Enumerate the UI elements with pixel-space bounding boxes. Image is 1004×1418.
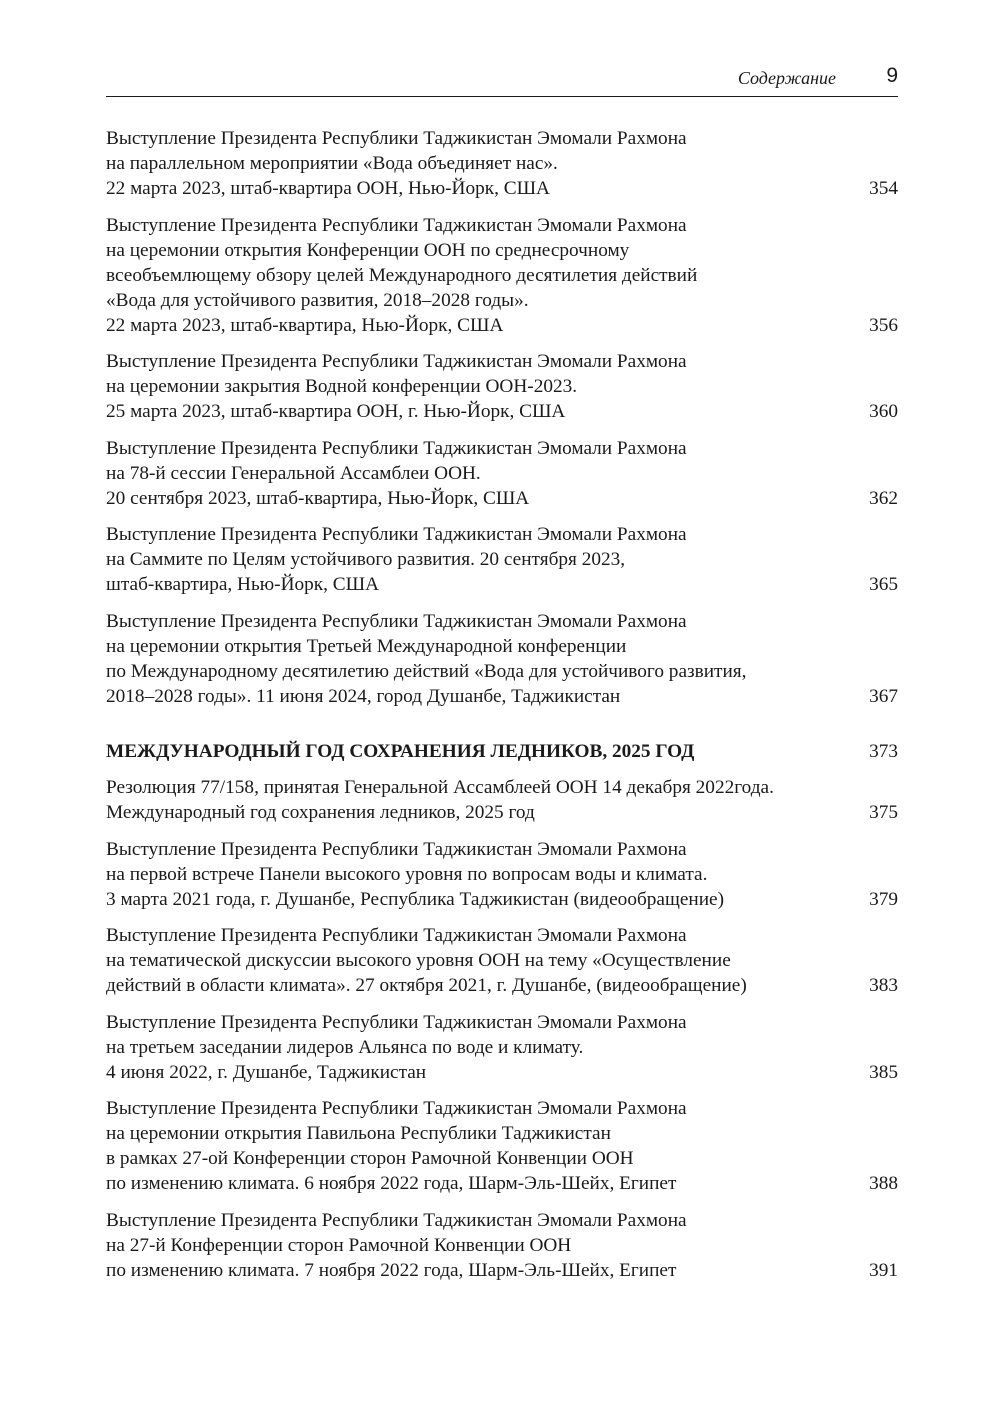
entry-line: на третьем заседании лидеров Альянса по воде и климату.	[106, 1036, 584, 1058]
toc-entry[interactable]	[106, 609, 898, 709]
entry-line: 22 марта 2023, штаб-квартира, Нью-Йорк, США	[106, 314, 504, 336]
entry-line: на церемонии открытия Павильона Республики Таджикистан	[106, 1123, 611, 1144]
toc-entry[interactable]	[106, 436, 898, 511]
entry-line: Выступление Президента Республики Таджикистан Эмомали Рахмона	[106, 437, 687, 459]
entry-line: на церемонии закрытия Водной конференции ООН-2023.	[106, 376, 578, 397]
entry-line: Выступление Президента Республики Таджикистан Эмомали Рахмона	[106, 610, 687, 632]
entry-line: Выступление Президента Республики Таджикистан Эмомали Рахмона	[106, 1098, 687, 1119]
entry-line: на 27-й Конференции сторон Рамочной Конвенции ООН	[106, 1234, 572, 1256]
toc-entry[interactable]	[106, 837, 898, 912]
toc-entry[interactable]	[106, 349, 898, 424]
entry-line: на церемонии открытия Конференции ООН по среднесрочному	[106, 239, 630, 261]
entry-line: по изменению климата. 7 ноября 2022 года, Шарм-Эль-Шейх, Египет	[106, 1259, 677, 1281]
entry-page-number: 391	[869, 1259, 898, 1281]
entry-page-number: 379	[869, 888, 898, 910]
entry-page-number: 367	[869, 685, 898, 707]
entry-page-number: 388	[869, 1173, 898, 1194]
entry-line: штаб-квартира, Нью-Йорк, США	[106, 574, 380, 595]
entry-page-number: 365	[869, 574, 898, 595]
entry-line: 2018–2028 годы». 11 июня 2024, город Душанбе, Таджикистан	[106, 685, 621, 707]
entry-line: на первой встрече Панели высокого уровня по вопросам воды и климата.	[106, 863, 708, 885]
entry-line: на Саммите по Целям устойчивого развития. 20 сентября 2023,	[106, 549, 626, 570]
entry-line: на тематической дискуссии высокого уровня ООН на тему «Осуществление	[106, 950, 731, 971]
entry-line: по изменению климата. 6 ноября 2022 года, Шарм-Эль-Шейх, Египет	[106, 1173, 677, 1194]
entry-page-number: 375	[869, 802, 898, 823]
entry-line: Выступление Президента Республики Таджикистан Эмомали Рахмона	[106, 351, 687, 372]
entry-line: на церемонии открытия Третьей Международной конференции	[106, 635, 627, 657]
toc-entry[interactable]	[106, 923, 898, 998]
entry-line: Выступление Президента Республики Таджикистан Эмомали Рахмона	[106, 524, 687, 545]
entry-line: 4 июня 2022, г. Душанбе, Таджикистан	[106, 1061, 427, 1083]
section-heading[interactable]	[106, 739, 898, 764]
header-page-number: 9	[886, 64, 898, 87]
toc-entry[interactable]	[106, 126, 898, 201]
entry-line: всеобъемлющему обзору целей Международного десятилетия действий	[106, 264, 698, 286]
entry-line: Выступление Президента Республики Таджикистан Эмомали Рахмона	[106, 925, 687, 946]
entry-line: Выступление Президента Республики Таджикистан Эмомали Рахмона	[106, 214, 687, 236]
toc-entry[interactable]	[106, 1096, 898, 1196]
entry-line: на параллельном мероприятии «Вода объединяет нас».	[106, 153, 558, 174]
entry-line: в рамках 27-ой Конференции сторон Рамочной Конвенции ООН	[106, 1148, 634, 1169]
toc-entry[interactable]	[106, 1208, 898, 1283]
entry-line: действий в области климата». 27 октября 2021, г. Душанбе, (видеообращение)	[106, 975, 747, 996]
entry-line: Резолюция 77/158, принятая Генеральной Ассамблеей ООН 14 декабря 2022года.	[106, 777, 774, 798]
entry-line: 3 марта 2021 года, г. Душанбе, Республика Таджикистан (видеообращение)	[106, 888, 724, 910]
entry-page-number: 354	[869, 178, 898, 199]
entry-line: Выступление Президента Республики Таджикистан Эмомали Рахмона	[106, 1209, 687, 1231]
entry-page-number: 356	[869, 314, 898, 336]
toc-entry[interactable]	[106, 213, 898, 338]
toc-entry[interactable]	[106, 1010, 898, 1085]
entry-page-number: 385	[869, 1061, 898, 1083]
entry-line: по Международному десятилетию действий «Вода для устойчивого развития,	[106, 660, 747, 682]
entry-line: 20 сентября 2023, штаб-квартира, Нью-Йорк, США	[106, 487, 530, 509]
entry-line: Международный год сохранения ледников, 2025 год	[106, 802, 535, 823]
entry-line: 22 марта 2023, штаб-квартира ООН, Нью-Йорк, США	[106, 178, 550, 199]
entry-line: «Вода для устойчивого развития, 2018–2028 годы».	[106, 289, 529, 311]
table-of-contents	[106, 126, 898, 1283]
toc-entry[interactable]	[106, 522, 898, 597]
entry-line: Выступление Президента Республики Таджикистан Эмомали Рахмона	[106, 838, 687, 860]
entry-line: 25 марта 2023, штаб-квартира ООН, г. Нью-Йорк, США	[106, 401, 566, 422]
section-title: МЕЖДУНАРОДНЫЙ ГОД СОХРАНЕНИЯ ЛЕДНИКОВ, 2025 ГОД	[106, 740, 695, 762]
entry-page-number: 383	[869, 975, 898, 996]
entry-page-number: 360	[869, 401, 898, 422]
entry-line: Выступление Президента Республики Таджикистан Эмомали Рахмона	[106, 1011, 687, 1033]
toc-entry[interactable]	[106, 775, 898, 825]
running-header	[106, 62, 898, 97]
entry-line: Выступление Президента Республики Таджикистан Эмомали Рахмона	[106, 128, 687, 149]
entry-line: на 78-й сессии Генеральной Ассамблеи ООН.	[106, 462, 481, 484]
section-page-number: 373	[869, 740, 898, 762]
header-title: Содержание	[737, 68, 836, 88]
entry-page-number: 362	[869, 487, 898, 509]
